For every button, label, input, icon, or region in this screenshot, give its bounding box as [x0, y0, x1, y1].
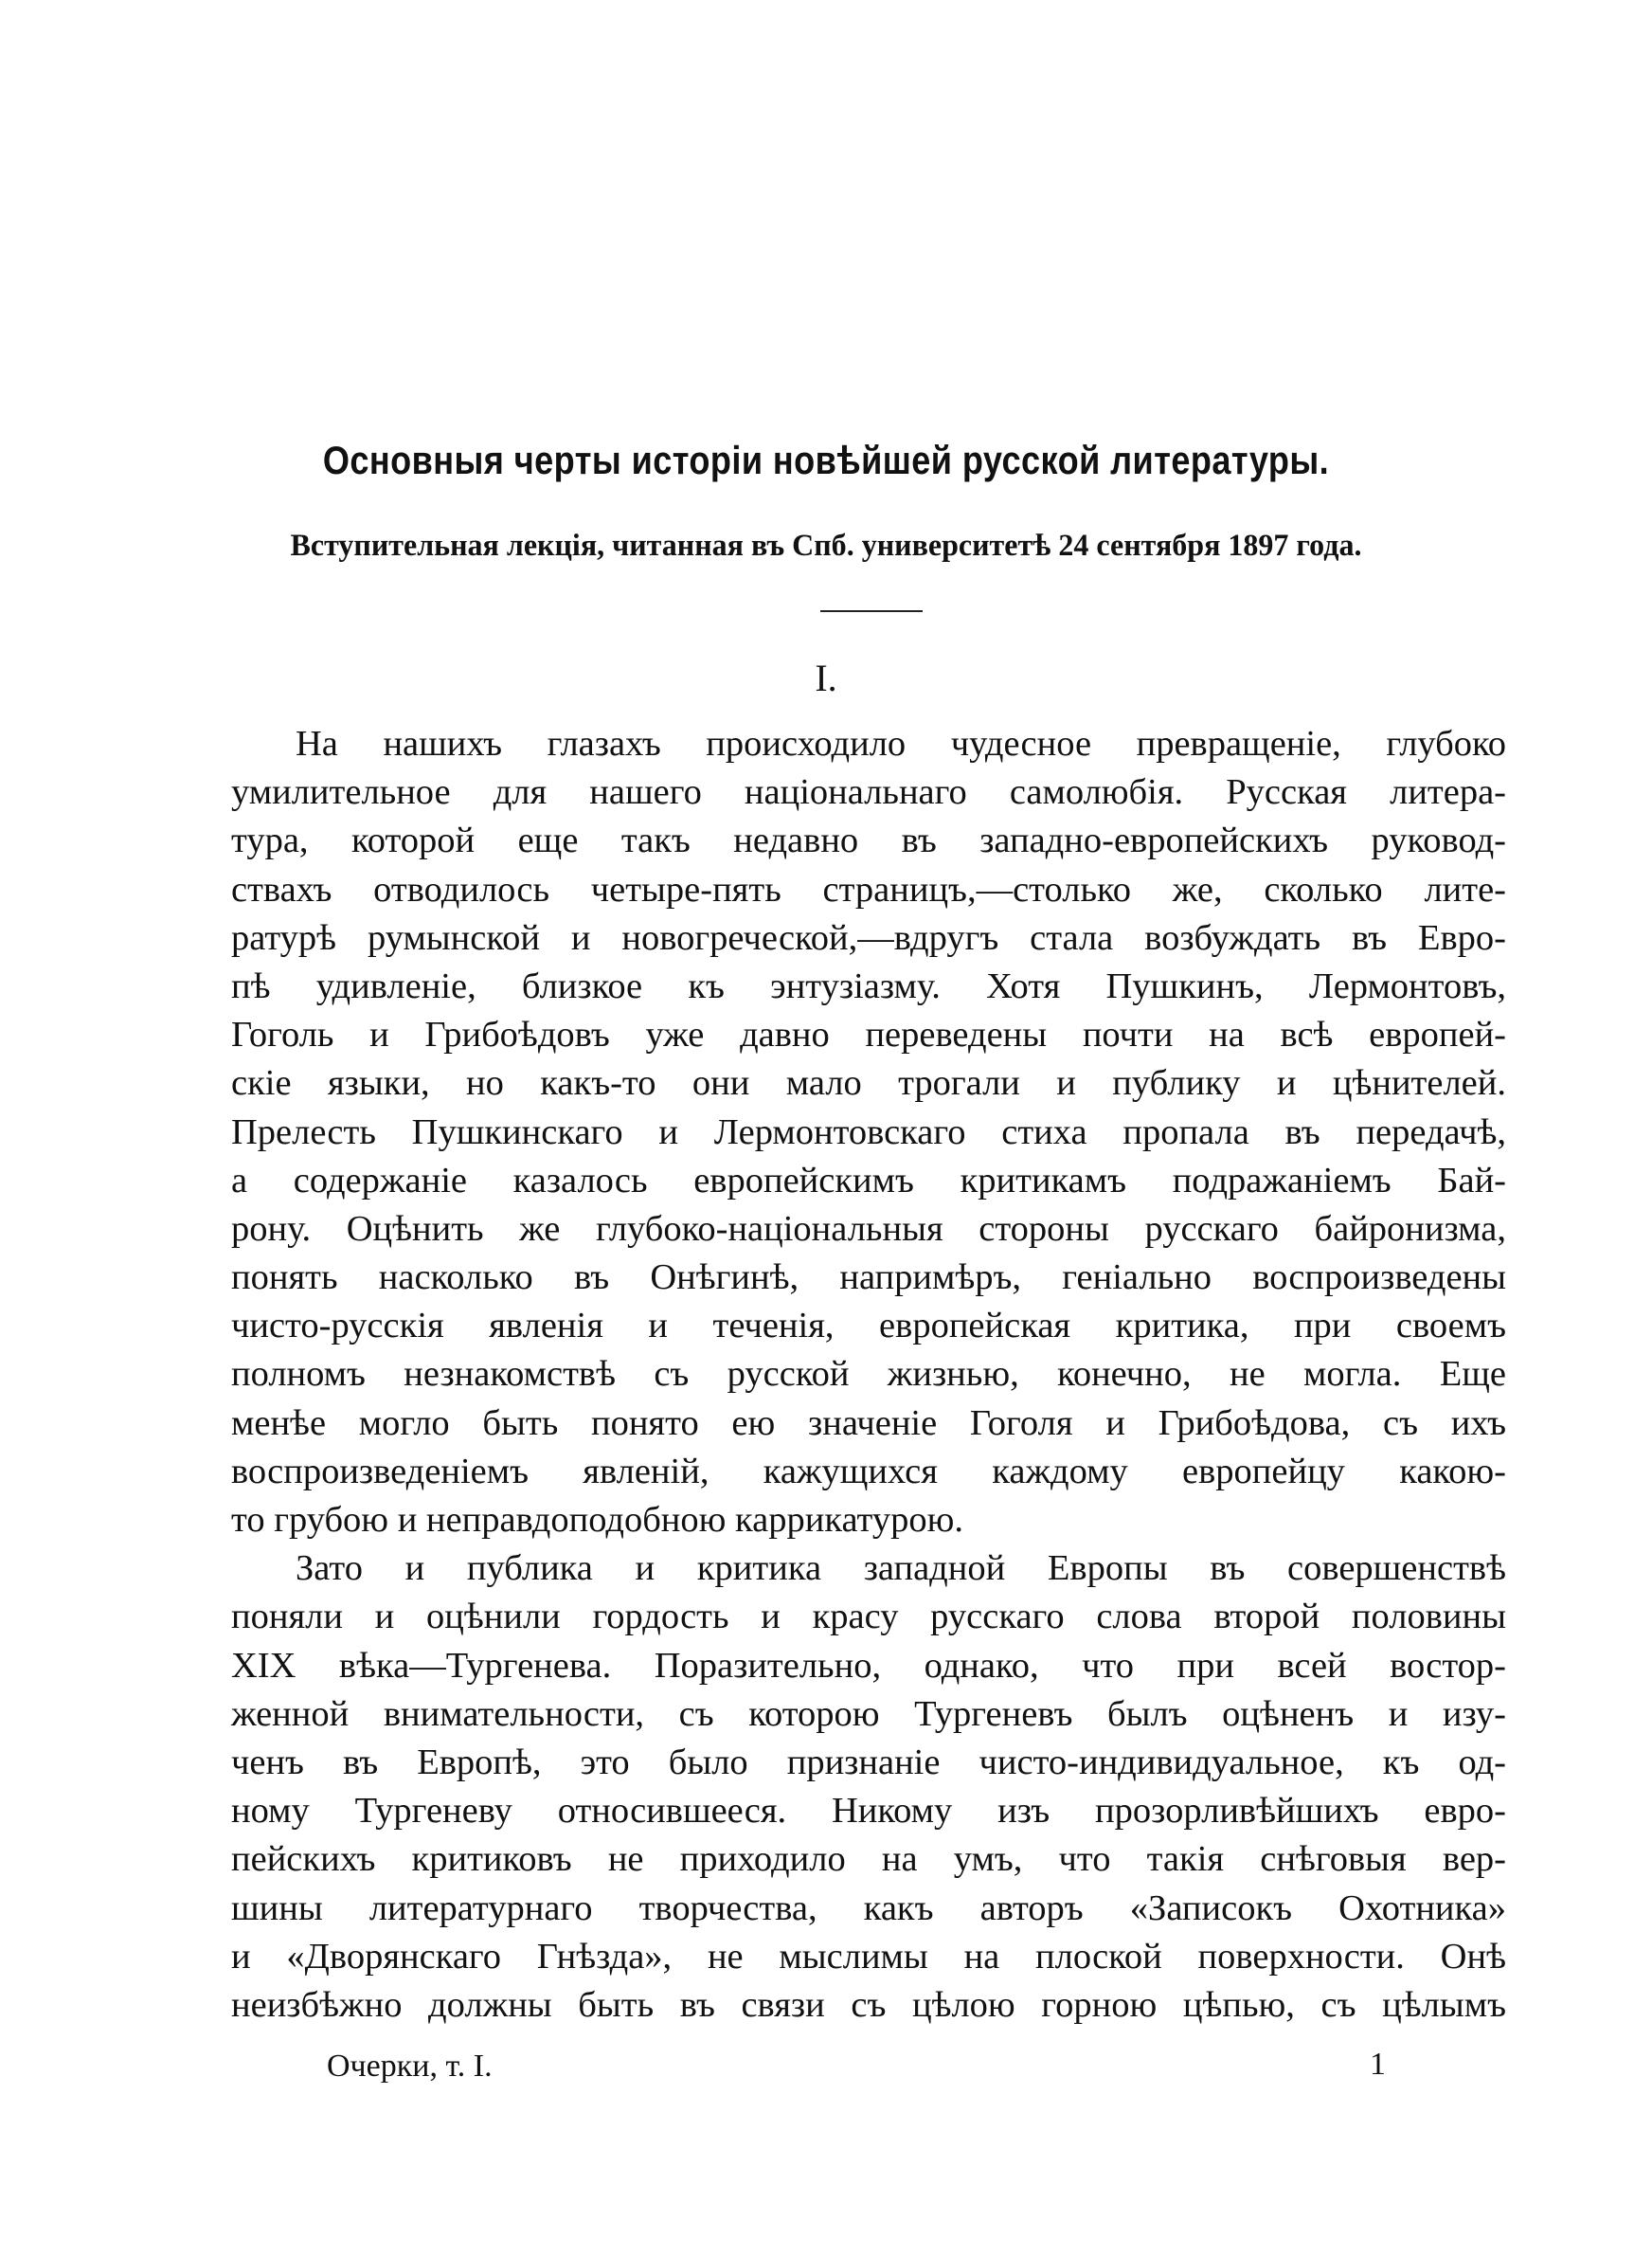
page-number: 1 — [1370, 2047, 1386, 2082]
text-line: поняли и оцѣнили гордость и красу русскаго слова второй половины — [231, 1597, 1506, 1637]
text-line: полномъ незнакомствѣ съ русской жизнью, конечно, не могла. Еще — [231, 1354, 1506, 1395]
text-line: ратурѣ румынской и новогреческой,—вдругъ стала возбуждать въ Евро- — [231, 917, 1506, 958]
text-line: XIX вѣка—Тургенева. Поразительно, однако, что при всей востор- — [231, 1645, 1506, 1686]
text-line: чисто-русскія явленія и теченія, европейская критика, при своемъ — [231, 1306, 1506, 1346]
text-line: ствахъ отводилось четыре-пять страницъ,—столько же, сколько лите- — [231, 869, 1506, 910]
text-line: Гоголь и Грибоѣдовъ уже давно переведены почти на всѣ европей- — [231, 1015, 1506, 1056]
text-line: скіе языки, но какъ-то они мало трогали и публику и цѣнителей. — [231, 1063, 1506, 1104]
text-line: женной внимательности, съ которою Тургеневъ былъ оцѣненъ и изу- — [231, 1693, 1506, 1734]
section-number: I. — [815, 657, 837, 699]
text-line: и «Дворянскаго Гнѣзда», не мыслимы на плоской поверхности. Онѣ — [231, 1936, 1506, 1977]
footer-signature: Очерки, т. I. — [327, 2049, 493, 2084]
title-divider — [820, 610, 923, 612]
text-line: неизбѣжно должны быть въ связи съ цѣлою горною цѣпью, съ цѣлымъ — [231, 1984, 1506, 2025]
text-line: Прелесть Пушкинскаго и Лермонтовскаго стиха пропала въ передачѣ, — [231, 1111, 1506, 1152]
text-line: а содержаніе казалось европейскимъ критикамъ подражаніемъ Бай- — [231, 1160, 1506, 1201]
text-line: шины литературнаго творчества, какъ авторъ «Записокъ Охотника» — [231, 1887, 1506, 1928]
text-line: ному Тургеневу относившееся. Никому изъ прозорливѣйшихъ евро- — [231, 1791, 1506, 1832]
text-line: пѣ удивленіе, близкое къ энтузіазму. Хотя Пушкинъ, Лермонтовъ, — [231, 966, 1506, 1006]
text-line: умилительное для нашего національнаго самолюбія. Русская литера- — [231, 772, 1506, 813]
text-line: Зато и публика и критика западной Европы въ совершенствѣ — [296, 1548, 1506, 1589]
body-text — [231, 720, 1506, 2030]
page-title: Основныя черты исторіи новѣйшей русской литературы. — [322, 438, 1330, 482]
text-line: рону. Оцѣнить же глубоко-національныя стороны русскаго байронизма, — [231, 1208, 1506, 1249]
text-line: На нашихъ глазахъ происходило чудесное превращеніе, глубоко — [296, 724, 1506, 764]
text-line: то грубою и неправдоподобною каррикатурою. — [231, 1500, 964, 1540]
text-line: тура, которой еще такъ недавно въ западно-европейскихъ руковод- — [231, 821, 1506, 861]
text-line: пейскихъ критиковъ не приходило на умъ, что такія снѣговыя вер- — [231, 1839, 1506, 1880]
text-line: ченъ въ Европѣ, это было признаніе чисто-индивидуальное, къ од- — [231, 1742, 1506, 1782]
page-subtitle: Вступительная лекція, читанная въ Спб. университетѣ 24 сентября 1897 года. — [290, 529, 1362, 563]
text-line: понять насколько въ Онѣгинѣ, напримѣръ, геніально воспроизведены — [231, 1257, 1506, 1298]
text-line: воспроизведеніемъ явленій, кажущихся каждому европейцу какою- — [231, 1451, 1506, 1491]
text-line: менѣе могло быть понято ею значеніе Гоголя и Грибоѣдова, съ ихъ — [231, 1402, 1506, 1443]
